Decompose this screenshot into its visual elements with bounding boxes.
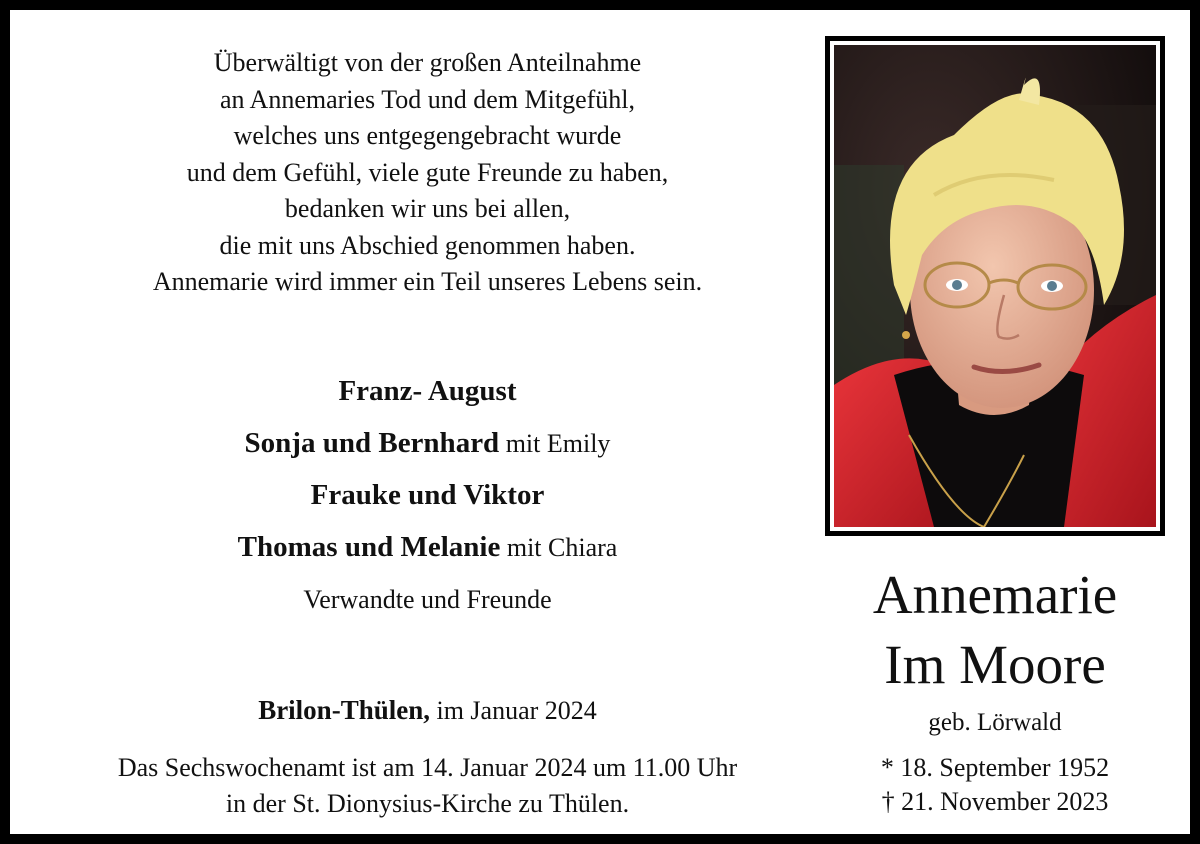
service-line: Das Sechswochenamt ist am 14. Januar 2024 um 11.00 Uhr — [117, 753, 738, 782]
family-names: Thomas und Melanie — [237, 531, 501, 563]
birth-date: * 18. September 1952 — [880, 753, 1110, 782]
family-suffix: mit Chiara — [500, 533, 618, 562]
family-line — [70, 573, 785, 625]
family-names: Franz- August — [338, 375, 517, 407]
portrait-illustration — [834, 45, 1156, 527]
family-names: Frauke und Viktor — [310, 479, 545, 511]
life-dates — [825, 751, 1165, 819]
family-line — [70, 521, 785, 573]
intro-line: Annemarie wird immer ein Teil unseres Lebens sein. — [152, 267, 703, 296]
last-name: Im Moore — [884, 634, 1106, 695]
intro-line: die mit uns Abschied genommen haben. — [219, 230, 636, 260]
family-names: Sonja und Bernhard — [244, 427, 500, 459]
portrait-frame — [825, 36, 1165, 536]
family-line — [70, 469, 785, 521]
obituary-card — [10, 10, 1190, 834]
intro-line: bedanken wir uns bei allen, — [284, 194, 571, 223]
place-date: im Januar 2024 — [429, 696, 597, 725]
portrait-photo — [834, 45, 1156, 527]
family-suffix: Verwandte und Freunde — [303, 585, 552, 614]
place-name: Brilon-Thülen, — [258, 695, 430, 725]
family-line — [70, 365, 785, 417]
family-suffix: mit Emily — [499, 429, 611, 458]
intro-line: und dem Gefühl, viele gute Freunde zu haben, — [186, 157, 669, 187]
death-date: † 21. November 2023 — [881, 787, 1109, 816]
family-line — [70, 417, 785, 469]
intro-line: Überwältigt von der großen Anteilnahme — [213, 48, 642, 77]
place-and-date — [70, 690, 785, 731]
intro-line: an Annemaries Tod und dem Mitgefühl, — [219, 84, 636, 114]
intro-line: welches uns entgegengebracht wurde — [233, 121, 622, 150]
deceased-name — [825, 560, 1165, 700]
service-line: in der St. Dionysius-Kirche zu Thülen. — [225, 789, 630, 818]
family-list — [70, 365, 785, 625]
service-notice — [50, 750, 805, 822]
first-name: Annemarie — [872, 564, 1118, 625]
maiden-name: geb. Lörwald — [928, 709, 1062, 736]
thank-you-text — [70, 45, 785, 301]
